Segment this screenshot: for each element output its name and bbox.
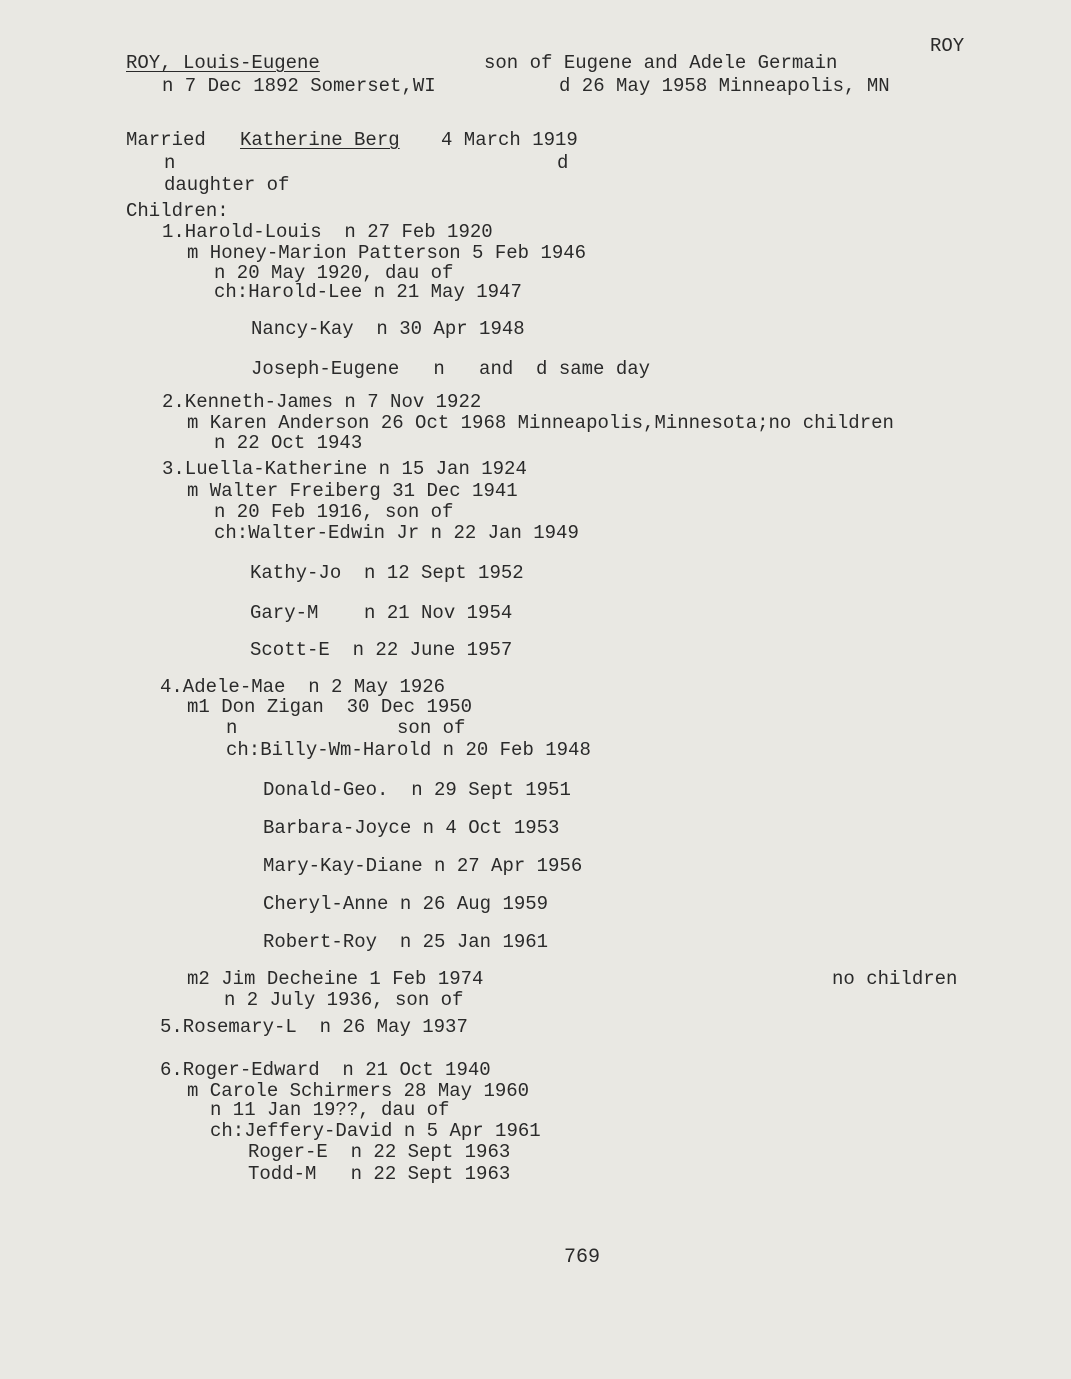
subject-birth: n 7 Dec 1892 Somerset,WI [162, 75, 436, 97]
child-6-kid: Todd-M n 22 Sept 1963 [248, 1163, 511, 1185]
children-label: Children: [126, 200, 229, 222]
child-4-spouse-info: n son of [226, 717, 466, 739]
child-6-spouse: m Carole Schirmers 28 May 1960 [187, 1080, 530, 1102]
spouse-death: d [557, 152, 569, 174]
child-6: 6.Roger-Edward n 21 Oct 1940 [160, 1059, 491, 1081]
child-6-kid: ch:Jeffery-David n 5 Apr 1961 [210, 1120, 541, 1142]
spouse-parents: daughter of [164, 174, 290, 196]
child-4-kid: Robert-Roy n 25 Jan 1961 [263, 931, 549, 953]
child-4-spouse: m1 Don Zigan 30 Dec 1950 [187, 696, 473, 718]
child-4-spouse-2: m2 Jim Decheine 1 Feb 1974 [187, 968, 484, 990]
child-6-spouse-info: n 11 Jan 19??, dau of [210, 1099, 450, 1121]
child-1-spouse: m Honey-Marion Patterson 5 Feb 1946 [187, 242, 587, 264]
child-3: 3.Luella-Katherine n 15 Jan 1924 [162, 458, 527, 480]
child-1-spouse-info: n 20 May 1920, dau of [214, 262, 454, 284]
marriage-date: 4 March 1919 [441, 129, 578, 151]
subject-death: d 26 May 1958 Minneapolis, MN [559, 75, 890, 97]
child-3-kid: Scott-E n 22 June 1957 [250, 639, 513, 661]
child-4-spouse-2-note: no children [832, 968, 958, 990]
child-4-spouse-2-info: n 2 July 1936, son of [224, 989, 464, 1011]
child-3-kid: ch:Walter-Edwin Jr n 22 Jan 1949 [214, 522, 579, 544]
child-5: 5.Rosemary-L n 26 May 1937 [160, 1016, 468, 1038]
child-1: 1.Harold-Louis n 27 Feb 1920 [162, 221, 493, 243]
child-3-spouse-info: n 20 Feb 1916, son of [214, 501, 454, 523]
child-3-kid: Kathy-Jo n 12 Sept 1952 [250, 562, 524, 584]
spouse-name: Katherine Berg [240, 129, 400, 151]
child-2-spouse-info: n 22 Oct 1943 [214, 432, 363, 454]
page-tag: ROY [930, 35, 965, 57]
child-1-kid: Nancy-Kay n 30 Apr 1948 [251, 318, 525, 340]
child-1-kid: Joseph-Eugene n and d same day [251, 358, 651, 380]
subject-parents: son of Eugene and Adele Germain [484, 52, 838, 74]
child-4-kid: Mary-Kay-Diane n 27 Apr 1956 [263, 855, 583, 877]
child-4: 4.Adele-Mae n 2 May 1926 [160, 676, 446, 698]
child-4-kid: Barbara-Joyce n 4 Oct 1953 [263, 817, 560, 839]
spouse-birth: n [164, 152, 176, 174]
child-6-kid: Roger-E n 22 Sept 1963 [248, 1141, 511, 1163]
child-1-kid: ch:Harold-Lee n 21 May 1947 [214, 281, 522, 303]
child-2-spouse: m Karen Anderson 26 Oct 1968 Minneapolis,Minnesota;no children [187, 412, 894, 434]
page-number: 769 [564, 1246, 601, 1269]
child-3-spouse: m Walter Freiberg 31 Dec 1941 [187, 480, 518, 502]
child-4-kid: Cheryl-Anne n 26 Aug 1959 [263, 893, 549, 915]
married-label: Married [126, 129, 206, 151]
child-4-kid: ch:Billy-Wm-Harold n 20 Feb 1948 [226, 739, 591, 761]
child-2: 2.Kenneth-James n 7 Nov 1922 [162, 391, 482, 413]
subject-name: ROY, Louis-Eugene [126, 52, 320, 74]
child-3-kid: Gary-M n 21 Nov 1954 [250, 602, 513, 624]
child-4-kid: Donald-Geo. n 29 Sept 1951 [263, 779, 571, 801]
